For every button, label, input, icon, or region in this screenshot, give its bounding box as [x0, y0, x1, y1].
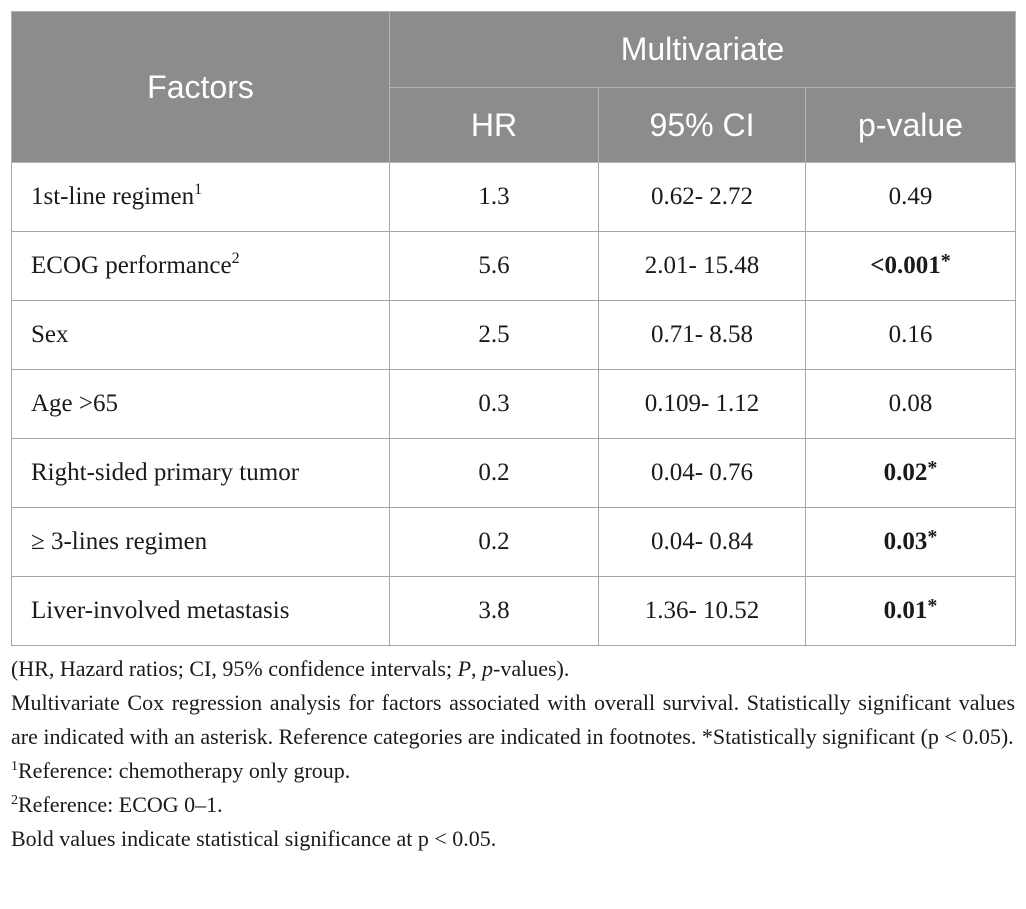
p-value-cell: 0.03*	[806, 508, 1016, 577]
factor-cell: Right-sided primary tumor	[12, 439, 390, 508]
factor-cell: ≥ 3-lines regimen	[12, 508, 390, 577]
hr-cell: 2.5	[390, 301, 599, 370]
table-footnotes	[11, 652, 1015, 856]
footnote-marker: 2	[231, 250, 240, 267]
hr-cell: 0.3	[390, 370, 599, 439]
ci-cell: 0.71- 8.58	[599, 301, 806, 370]
p-value-cell: 0.49	[806, 163, 1016, 232]
p-value-cell: 0.16	[806, 301, 1016, 370]
hr-cell: 0.2	[390, 439, 599, 508]
footnote-marker: 1	[194, 181, 203, 198]
table-body	[12, 163, 1016, 646]
ci-cell: 0.04- 0.76	[599, 439, 806, 508]
multivariate-table	[11, 11, 1016, 646]
significance-asterisk: *	[940, 250, 951, 272]
table-row	[12, 508, 1016, 577]
header-hr: HR	[390, 88, 599, 163]
bold-values-note: Bold values indicate statistical significance at p < 0.05.	[11, 826, 497, 851]
factor-cell: Liver-involved metastasis	[12, 577, 390, 646]
p-value-cell: 0.01*	[806, 577, 1016, 646]
table-row	[12, 163, 1016, 232]
factor-cell: 1st-line regimen$^1$	[12, 163, 390, 232]
table-row	[12, 577, 1016, 646]
header-multivariate: Multivariate	[390, 12, 1016, 88]
ci-cell: 1.36- 10.52	[599, 577, 806, 646]
hr-cell: 3.8	[390, 577, 599, 646]
table-row	[12, 439, 1016, 508]
p-value-cell: <0.001*	[806, 232, 1016, 301]
table-row	[12, 232, 1016, 301]
ci-cell: 0.109- 1.12	[599, 370, 806, 439]
hr-cell: 5.6	[390, 232, 599, 301]
results-table-container	[11, 11, 1015, 646]
abbreviation-note: (HR, Hazard ratios; CI, 95% confidence intervals; P, p-values).	[11, 656, 570, 681]
footnote-1: $^1$Reference: chemotherapy only group.	[11, 758, 351, 783]
header-factors: Factors	[12, 12, 390, 163]
significance-asterisk: *	[927, 526, 938, 548]
p-value-cell: 0.08	[806, 370, 1016, 439]
p-value-cell: 0.02*	[806, 439, 1016, 508]
hr-cell: 0.2	[390, 508, 599, 577]
factor-cell: ECOG performance$^2$	[12, 232, 390, 301]
table-row	[12, 370, 1016, 439]
description-note: Multivariate Cox regression analysis for factors associated with overall survival. Statistically significant values are indicated with an asterisk. Reference categories are indicated in footnotes. *Statistically significant (p < 0.05).	[11, 690, 1015, 749]
significance-asterisk: *	[927, 595, 938, 617]
header-p-value: p-value	[806, 88, 1016, 163]
significance-asterisk: *	[927, 457, 938, 479]
footnote-2: $^2$Reference: ECOG 0–1.	[11, 792, 223, 817]
table-row	[12, 301, 1016, 370]
ci-cell: 0.62- 2.72	[599, 163, 806, 232]
header-ci: 95% CI	[599, 88, 806, 163]
factor-cell: Sex	[12, 301, 390, 370]
hr-cell: 1.3	[390, 163, 599, 232]
ci-cell: 2.01- 15.48	[599, 232, 806, 301]
ci-cell: 0.04- 0.84	[599, 508, 806, 577]
factor-cell: Age >65	[12, 370, 390, 439]
